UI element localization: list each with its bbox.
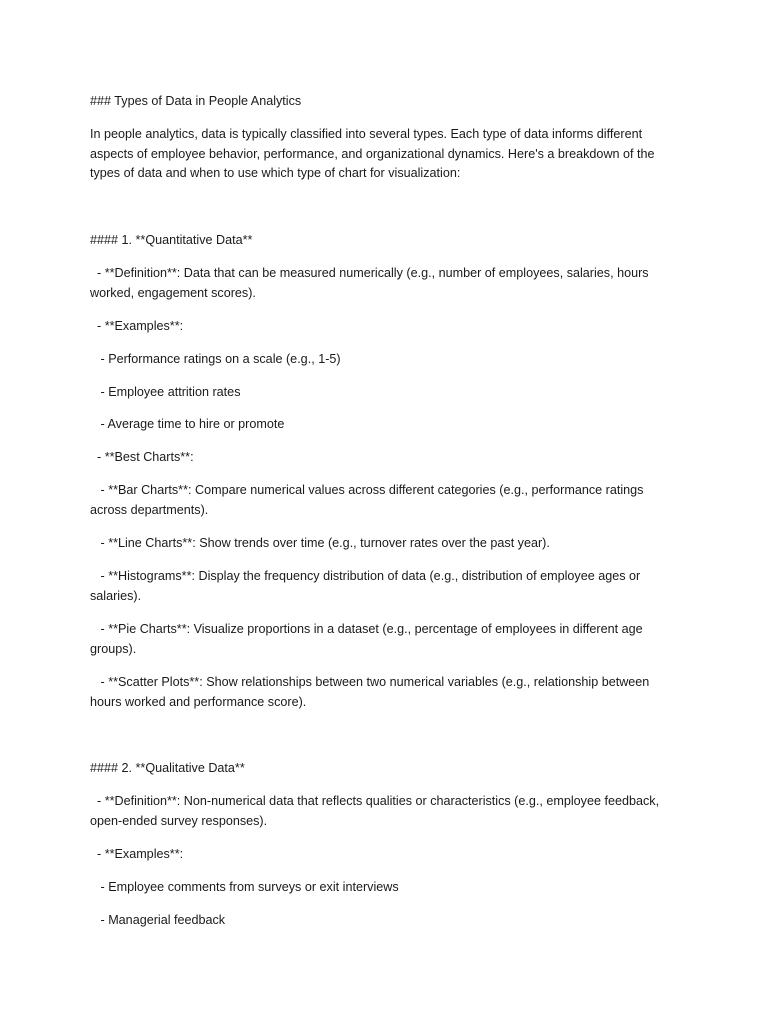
section1-chart-item: - **Line Charts**: Show trends over time (e.g., turnover rates over the past year). — [90, 536, 550, 550]
section1-definition: - **Definition**: Data that can be measured numerically (e.g., number of employees, salaries, hours worked, engagement scores). — [90, 266, 653, 300]
section2-heading: #### 2. **Qualitative Data** — [90, 761, 245, 775]
section1-chart-item: - **Scatter Plots**: Show relationships between two numerical variables (e.g., relationship between hours worked and performance score). — [90, 675, 653, 709]
section2-examples-label: - **Examples**: — [90, 847, 184, 861]
section1-heading: #### 1. **Quantitative Data** — [90, 233, 253, 247]
section1-examples-label: - **Examples**: — [90, 319, 184, 333]
section1-charts-label: - **Best Charts**: — [90, 450, 194, 464]
section1-example-item: - Average time to hire or promote — [90, 417, 285, 431]
section2-definition: - **Definition**: Non-numerical data that reflects qualities or characteristics (e.g., employee feedback, open-ended survey responses). — [90, 794, 663, 828]
section1-chart-item: - **Histograms**: Display the frequency distribution of data (e.g., distribution of employee ages or salaries). — [90, 569, 644, 603]
document-heading: ### Types of Data in People Analytics — [90, 94, 302, 108]
section2-example-item: - Employee comments from surveys or exit interviews — [90, 880, 399, 894]
section1-example-item: - Employee attrition rates — [90, 385, 241, 399]
section1-chart-item: - **Bar Charts**: Compare numerical values across different categories (e.g., performance ratings across departments). — [90, 483, 647, 517]
intro-paragraph: In people analytics, data is typically classified into several types. Each type of data informs different aspects of employee behavior, performance, and organizational dynamics. Here's a breakdown of the types of data and when to use which type of chart for visualization: — [90, 127, 655, 181]
section1-chart-item: - **Pie Charts**: Visualize proportions in a dataset (e.g., percentage of employees in different age groups). — [90, 622, 647, 656]
section1-example-item: - Performance ratings on a scale (e.g., 1-5) — [90, 352, 341, 366]
section2-example-item: - Managerial feedback — [90, 913, 226, 927]
